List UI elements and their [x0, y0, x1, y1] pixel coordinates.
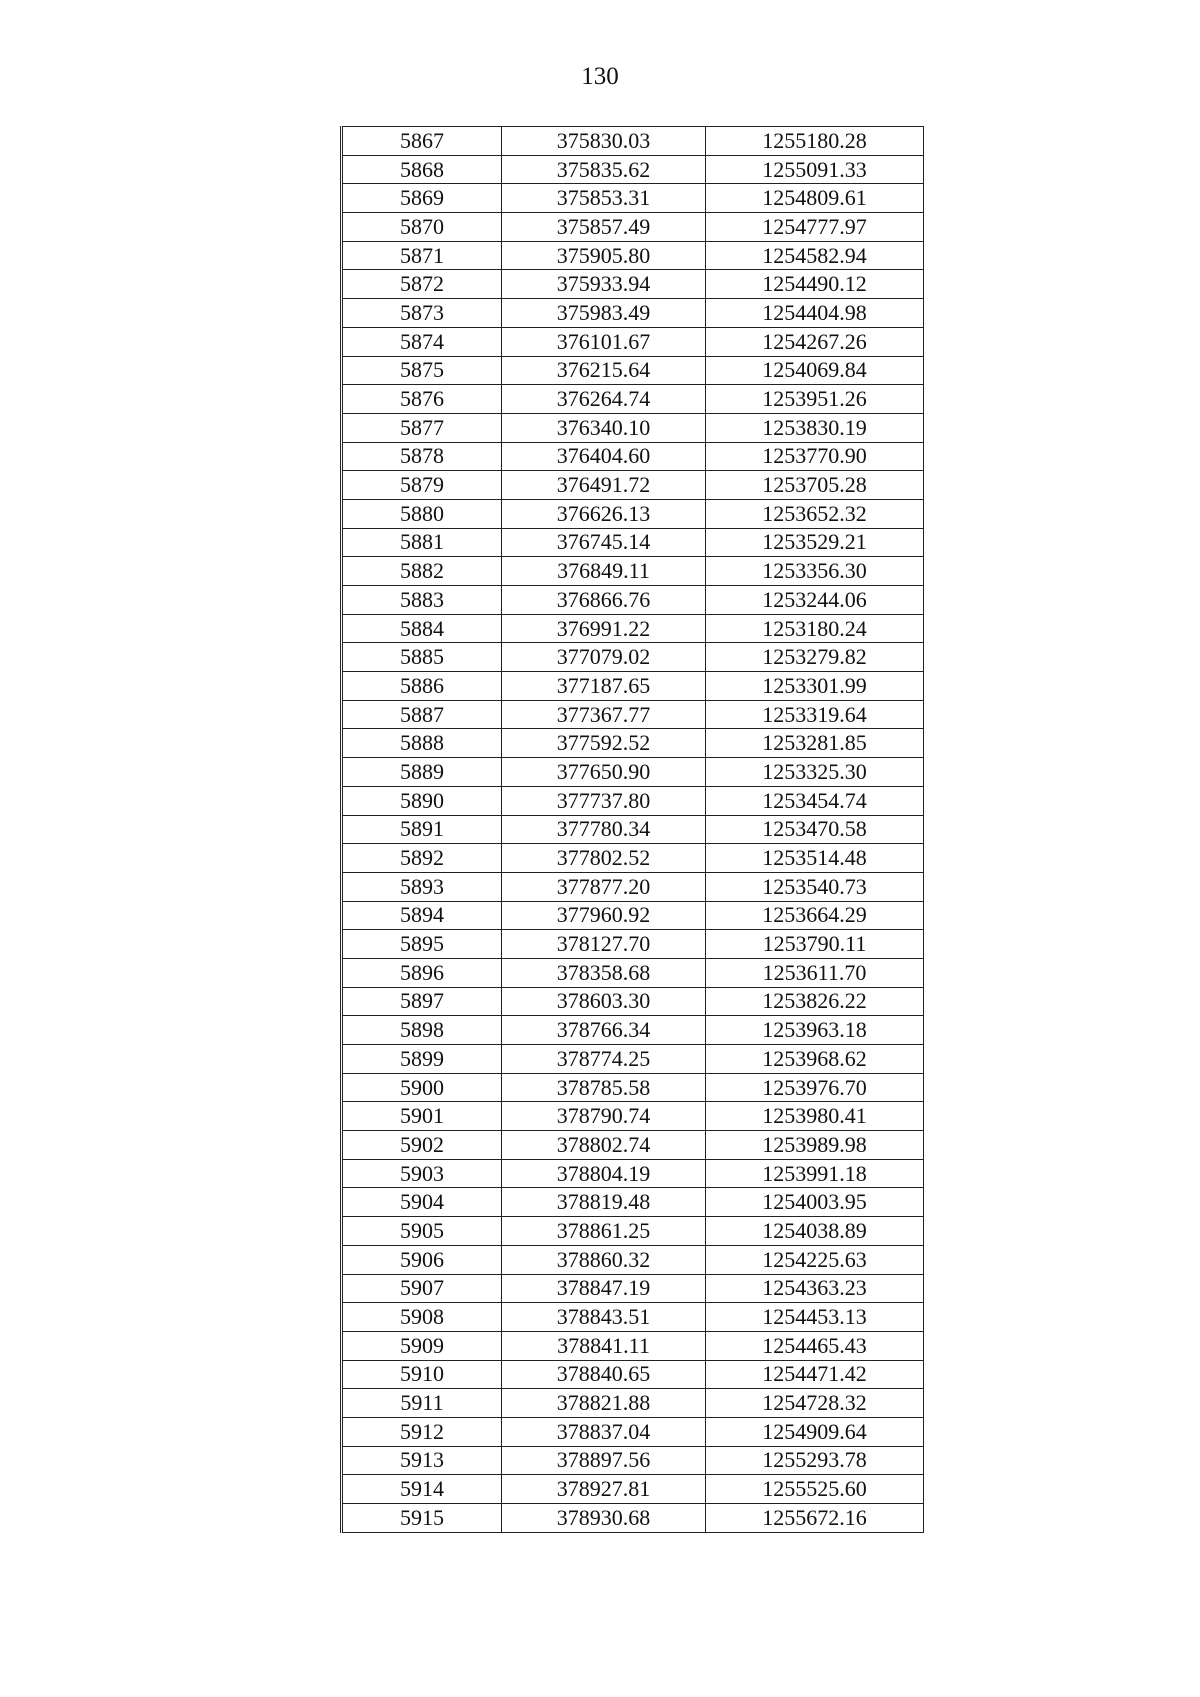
table-row — [342, 557, 924, 586]
table-row — [342, 1446, 924, 1475]
point-number-cell: 5867 — [342, 127, 502, 156]
table-row — [342, 1131, 924, 1160]
x-coordinate-cell: 378785.58 — [502, 1073, 706, 1102]
point-number-cell: 5903 — [342, 1159, 502, 1188]
x-coordinate-cell: 376101.67 — [502, 327, 706, 356]
y-coordinate-cell: 1254225.63 — [706, 1245, 924, 1274]
y-coordinate-cell: 1253325.30 — [706, 758, 924, 787]
table-row — [342, 356, 924, 385]
table-row — [342, 930, 924, 959]
table-row — [342, 758, 924, 787]
table-row — [342, 155, 924, 184]
point-number-cell: 5901 — [342, 1102, 502, 1131]
point-number-cell: 5869 — [342, 184, 502, 213]
table-row — [342, 614, 924, 643]
point-number-cell: 5915 — [342, 1504, 502, 1533]
table-row — [342, 872, 924, 901]
point-number-cell: 5899 — [342, 1045, 502, 1074]
x-coordinate-cell: 378860.32 — [502, 1245, 706, 1274]
point-number-cell: 5911 — [342, 1389, 502, 1418]
table-row — [342, 1417, 924, 1446]
y-coordinate-cell: 1254003.95 — [706, 1188, 924, 1217]
point-number-cell: 5873 — [342, 299, 502, 328]
x-coordinate-cell: 375853.31 — [502, 184, 706, 213]
y-coordinate-cell: 1253540.73 — [706, 872, 924, 901]
table-row — [342, 700, 924, 729]
x-coordinate-cell: 376215.64 — [502, 356, 706, 385]
x-coordinate-cell: 377079.02 — [502, 643, 706, 672]
point-number-cell: 5890 — [342, 786, 502, 815]
table-row — [342, 958, 924, 987]
y-coordinate-cell: 1253968.62 — [706, 1045, 924, 1074]
table-row — [342, 528, 924, 557]
table-row — [342, 786, 924, 815]
point-number-cell: 5912 — [342, 1417, 502, 1446]
y-coordinate-cell: 1254069.84 — [706, 356, 924, 385]
y-coordinate-cell: 1254490.12 — [706, 270, 924, 299]
x-coordinate-cell: 377650.90 — [502, 758, 706, 787]
table-row — [342, 1217, 924, 1246]
y-coordinate-cell: 1255293.78 — [706, 1446, 924, 1475]
point-number-cell: 5878 — [342, 442, 502, 471]
y-coordinate-cell: 1254582.94 — [706, 241, 924, 270]
point-number-cell: 5906 — [342, 1245, 502, 1274]
table-row — [342, 1188, 924, 1217]
x-coordinate-cell: 378927.81 — [502, 1475, 706, 1504]
x-coordinate-cell: 378358.68 — [502, 958, 706, 987]
table-row — [342, 1360, 924, 1389]
x-coordinate-cell: 376745.14 — [502, 528, 706, 557]
y-coordinate-cell: 1253319.64 — [706, 700, 924, 729]
x-coordinate-cell: 378821.88 — [502, 1389, 706, 1418]
point-number-cell: 5896 — [342, 958, 502, 987]
y-coordinate-cell: 1253180.24 — [706, 614, 924, 643]
x-coordinate-cell: 378603.30 — [502, 987, 706, 1016]
point-number-cell: 5879 — [342, 471, 502, 500]
table-row — [342, 1016, 924, 1045]
table-row — [342, 901, 924, 930]
table-row — [342, 1303, 924, 1332]
point-number-cell: 5907 — [342, 1274, 502, 1303]
x-coordinate-cell: 378774.25 — [502, 1045, 706, 1074]
point-number-cell: 5891 — [342, 815, 502, 844]
table-row — [342, 1331, 924, 1360]
point-number-cell: 5884 — [342, 614, 502, 643]
x-coordinate-cell: 377960.92 — [502, 901, 706, 930]
table-row — [342, 1245, 924, 1274]
y-coordinate-cell: 1253830.19 — [706, 413, 924, 442]
table-row — [342, 844, 924, 873]
table-row — [342, 442, 924, 471]
x-coordinate-cell: 376849.11 — [502, 557, 706, 586]
table-row — [342, 1504, 924, 1533]
y-coordinate-cell: 1254909.64 — [706, 1417, 924, 1446]
point-number-cell: 5885 — [342, 643, 502, 672]
y-coordinate-cell: 1254471.42 — [706, 1360, 924, 1389]
table-row — [342, 213, 924, 242]
x-coordinate-cell: 378897.56 — [502, 1446, 706, 1475]
point-number-cell: 5877 — [342, 413, 502, 442]
y-coordinate-cell: 1253652.32 — [706, 499, 924, 528]
x-coordinate-cell: 378930.68 — [502, 1504, 706, 1533]
x-coordinate-cell: 377737.80 — [502, 786, 706, 815]
coordinates-table — [340, 126, 924, 1533]
table-row — [342, 1045, 924, 1074]
point-number-cell: 5908 — [342, 1303, 502, 1332]
x-coordinate-cell: 377877.20 — [502, 872, 706, 901]
y-coordinate-cell: 1255091.33 — [706, 155, 924, 184]
table-row — [342, 643, 924, 672]
point-number-cell: 5871 — [342, 241, 502, 270]
point-number-cell: 5910 — [342, 1360, 502, 1389]
point-number-cell: 5883 — [342, 586, 502, 615]
x-coordinate-cell: 378841.11 — [502, 1331, 706, 1360]
table-row — [342, 1073, 924, 1102]
table-row — [342, 815, 924, 844]
x-coordinate-cell: 378847.19 — [502, 1274, 706, 1303]
point-number-cell: 5876 — [342, 385, 502, 414]
point-number-cell: 5868 — [342, 155, 502, 184]
y-coordinate-cell: 1253989.98 — [706, 1131, 924, 1160]
table-row — [342, 1102, 924, 1131]
y-coordinate-cell: 1253826.22 — [706, 987, 924, 1016]
y-coordinate-cell: 1254404.98 — [706, 299, 924, 328]
point-number-cell: 5872 — [342, 270, 502, 299]
x-coordinate-cell: 377187.65 — [502, 672, 706, 701]
y-coordinate-cell: 1253514.48 — [706, 844, 924, 873]
point-number-cell: 5913 — [342, 1446, 502, 1475]
point-number-cell: 5874 — [342, 327, 502, 356]
x-coordinate-cell: 376866.76 — [502, 586, 706, 615]
y-coordinate-cell: 1253963.18 — [706, 1016, 924, 1045]
y-coordinate-cell: 1253770.90 — [706, 442, 924, 471]
x-coordinate-cell: 375905.80 — [502, 241, 706, 270]
y-coordinate-cell: 1253951.26 — [706, 385, 924, 414]
y-coordinate-cell: 1253976.70 — [706, 1073, 924, 1102]
y-coordinate-cell: 1253980.41 — [706, 1102, 924, 1131]
point-number-cell: 5888 — [342, 729, 502, 758]
y-coordinate-cell: 1253611.70 — [706, 958, 924, 987]
y-coordinate-cell: 1254809.61 — [706, 184, 924, 213]
x-coordinate-cell: 378837.04 — [502, 1417, 706, 1446]
table-row — [342, 586, 924, 615]
y-coordinate-cell: 1253664.29 — [706, 901, 924, 930]
point-number-cell: 5909 — [342, 1331, 502, 1360]
table-row — [342, 499, 924, 528]
x-coordinate-cell: 377802.52 — [502, 844, 706, 873]
table-row — [342, 413, 924, 442]
x-coordinate-cell: 378802.74 — [502, 1131, 706, 1160]
y-coordinate-cell: 1255672.16 — [706, 1504, 924, 1533]
table-row — [342, 1274, 924, 1303]
x-coordinate-cell: 377592.52 — [502, 729, 706, 758]
y-coordinate-cell: 1253790.11 — [706, 930, 924, 959]
point-number-cell: 5900 — [342, 1073, 502, 1102]
y-coordinate-cell: 1255180.28 — [706, 127, 924, 156]
y-coordinate-cell: 1253356.30 — [706, 557, 924, 586]
point-number-cell: 5893 — [342, 872, 502, 901]
y-coordinate-cell: 1254453.13 — [706, 1303, 924, 1332]
table-row — [342, 1389, 924, 1418]
table-row — [342, 270, 924, 299]
x-coordinate-cell: 378840.65 — [502, 1360, 706, 1389]
y-coordinate-cell: 1254777.97 — [706, 213, 924, 242]
point-number-cell: 5905 — [342, 1217, 502, 1246]
table-row — [342, 1475, 924, 1504]
y-coordinate-cell: 1254038.89 — [706, 1217, 924, 1246]
table-row — [342, 1159, 924, 1188]
y-coordinate-cell: 1254363.23 — [706, 1274, 924, 1303]
point-number-cell: 5886 — [342, 672, 502, 701]
point-number-cell: 5881 — [342, 528, 502, 557]
y-coordinate-cell: 1253244.06 — [706, 586, 924, 615]
point-number-cell: 5870 — [342, 213, 502, 242]
point-number-cell: 5914 — [342, 1475, 502, 1504]
x-coordinate-cell: 378819.48 — [502, 1188, 706, 1217]
table-row — [342, 241, 924, 270]
x-coordinate-cell: 377780.34 — [502, 815, 706, 844]
y-coordinate-cell: 1254267.26 — [706, 327, 924, 356]
x-coordinate-cell: 375835.62 — [502, 155, 706, 184]
page-number: 130 — [581, 63, 619, 90]
point-number-cell: 5898 — [342, 1016, 502, 1045]
y-coordinate-cell: 1253529.21 — [706, 528, 924, 557]
x-coordinate-cell: 375857.49 — [502, 213, 706, 242]
point-number-cell: 5897 — [342, 987, 502, 1016]
x-coordinate-cell: 376340.10 — [502, 413, 706, 442]
y-coordinate-cell: 1255525.60 — [706, 1475, 924, 1504]
table-row — [342, 385, 924, 414]
x-coordinate-cell: 378804.19 — [502, 1159, 706, 1188]
table-row — [342, 471, 924, 500]
point-number-cell: 5875 — [342, 356, 502, 385]
x-coordinate-cell: 375933.94 — [502, 270, 706, 299]
x-coordinate-cell: 375830.03 — [502, 127, 706, 156]
table-row — [342, 987, 924, 1016]
table-row — [342, 127, 924, 156]
y-coordinate-cell: 1253301.99 — [706, 672, 924, 701]
x-coordinate-cell: 377367.77 — [502, 700, 706, 729]
x-coordinate-cell: 376626.13 — [502, 499, 706, 528]
x-coordinate-cell: 378861.25 — [502, 1217, 706, 1246]
point-number-cell: 5904 — [342, 1188, 502, 1217]
point-number-cell: 5887 — [342, 700, 502, 729]
y-coordinate-cell: 1253991.18 — [706, 1159, 924, 1188]
x-coordinate-cell: 376491.72 — [502, 471, 706, 500]
table-row — [342, 184, 924, 213]
x-coordinate-cell: 378127.70 — [502, 930, 706, 959]
x-coordinate-cell: 376404.60 — [502, 442, 706, 471]
x-coordinate-cell: 375983.49 — [502, 299, 706, 328]
y-coordinate-cell: 1253470.58 — [706, 815, 924, 844]
y-coordinate-cell: 1253281.85 — [706, 729, 924, 758]
point-number-cell: 5894 — [342, 901, 502, 930]
point-number-cell: 5889 — [342, 758, 502, 787]
coordinates-table-body — [342, 127, 924, 1533]
point-number-cell: 5880 — [342, 499, 502, 528]
point-number-cell: 5882 — [342, 557, 502, 586]
point-number-cell: 5895 — [342, 930, 502, 959]
point-number-cell: 5892 — [342, 844, 502, 873]
table-row — [342, 327, 924, 356]
y-coordinate-cell: 1254728.32 — [706, 1389, 924, 1418]
y-coordinate-cell: 1253705.28 — [706, 471, 924, 500]
table-row — [342, 729, 924, 758]
x-coordinate-cell: 378843.51 — [502, 1303, 706, 1332]
x-coordinate-cell: 376991.22 — [502, 614, 706, 643]
x-coordinate-cell: 378766.34 — [502, 1016, 706, 1045]
table-row — [342, 299, 924, 328]
y-coordinate-cell: 1253279.82 — [706, 643, 924, 672]
y-coordinate-cell: 1254465.43 — [706, 1331, 924, 1360]
y-coordinate-cell: 1253454.74 — [706, 786, 924, 815]
x-coordinate-cell: 378790.74 — [502, 1102, 706, 1131]
x-coordinate-cell: 376264.74 — [502, 385, 706, 414]
table-row — [342, 672, 924, 701]
point-number-cell: 5902 — [342, 1131, 502, 1160]
